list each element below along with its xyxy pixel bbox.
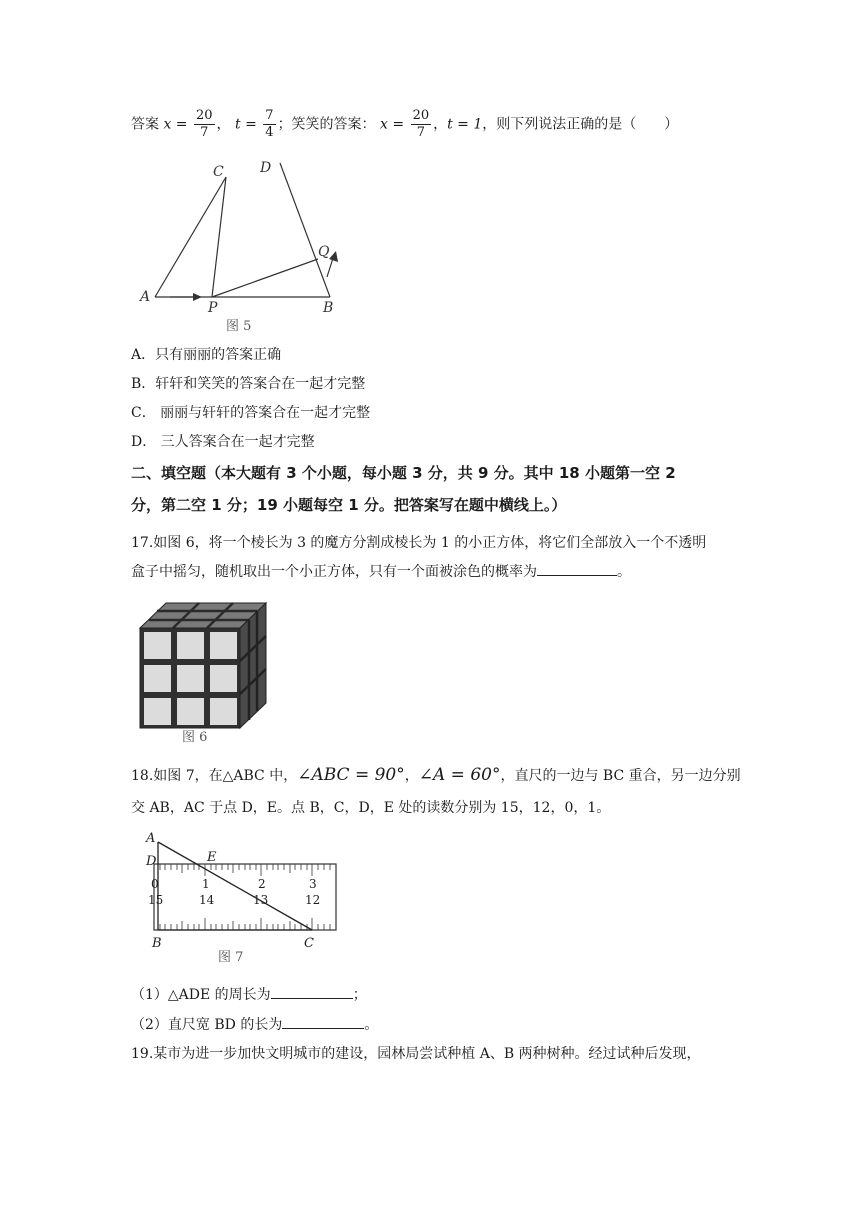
segment-pq bbox=[212, 259, 318, 297]
answer-middle: ；笑笑的答案： bbox=[277, 116, 376, 133]
var-x: x bbox=[380, 116, 388, 133]
section-heading-line1: 二、填空题（本大题有 3 个小题，每小题 3 分，共 9 分。其中 18 小题第一空 2 bbox=[131, 464, 676, 482]
figure-5 bbox=[130, 155, 360, 335]
q17-line1: 17.如图 6，将一个棱长为 3 的魔方分割成棱长为 1 的小正方体，将它们全部放入一个不透明 bbox=[131, 535, 707, 551]
t-value: t = 1 bbox=[447, 116, 483, 133]
q17-line2 bbox=[131, 561, 631, 581]
answer-suffix: ，则下列说法正确的是（ ） bbox=[482, 116, 679, 133]
segment-ac bbox=[155, 177, 226, 297]
fraction-t1 bbox=[263, 108, 275, 141]
ruler-tick-12: 12 bbox=[305, 893, 321, 907]
label-e: E bbox=[207, 850, 217, 865]
segment-cp bbox=[212, 177, 226, 297]
figure-caption: 图 5 bbox=[226, 319, 252, 334]
frac-num: 7 bbox=[265, 108, 274, 123]
answer-prefix: 答案 bbox=[131, 116, 159, 133]
label-c: C bbox=[213, 164, 224, 180]
q18-part1-end: ； bbox=[352, 987, 367, 1003]
option-d: D． 三人答案合在一起才完整 bbox=[131, 434, 315, 450]
fraction-x1 bbox=[194, 108, 215, 141]
option-c: C． 丽丽与轩轩的答案合在一起才完整 bbox=[131, 405, 371, 421]
section-heading-line2: 分，第二空 1 分；19 小题每空 1 分。把答案写在题中横线上。） bbox=[131, 496, 567, 514]
label-b: B bbox=[323, 300, 334, 316]
q17-end: 。 bbox=[617, 564, 631, 580]
ruler-tick-0: 0 bbox=[151, 877, 159, 891]
q18-text-after: ，直尺的一边与 BC 重合，另一边分别 bbox=[500, 768, 741, 784]
label-q: Q bbox=[318, 244, 330, 260]
figure-6 bbox=[130, 595, 275, 745]
var-t: t bbox=[235, 116, 241, 133]
figure-7 bbox=[140, 826, 340, 966]
option-b: B．轩轩和笑笑的答案合在一起才完整 bbox=[131, 376, 366, 392]
q16-answer-line: 答案 x = $\frac{20}{7}$ ， t = $\frac{7}{4}$ ；笑笑的答案： x = $\frac{20}{7}$ ，t = 1，则下列说法正确的是（ ） bbox=[131, 108, 679, 140]
segment-db bbox=[280, 163, 330, 297]
label-p: P bbox=[208, 300, 218, 316]
var-x: x bbox=[163, 116, 172, 133]
answer-blank bbox=[282, 1016, 364, 1029]
figure-caption: 图 7 bbox=[218, 950, 244, 965]
q18-line2: 交 AB，AC 于点 D，E。点 B，C，D，E 处的读数分别为 15，12，0，1。 bbox=[131, 800, 611, 816]
q18-part2-text: （2）直尺宽 BD 的长为 bbox=[131, 1017, 283, 1033]
frac-den: 4 bbox=[265, 125, 274, 140]
option-a: A．只有丽丽的答案正确 bbox=[131, 347, 282, 363]
label-a: A bbox=[140, 289, 151, 305]
angle-abc: ∠ABC = 90° bbox=[297, 765, 405, 785]
label-d: D bbox=[260, 160, 272, 176]
ruler-tick-14: 14 bbox=[199, 893, 215, 907]
label-b: B bbox=[152, 936, 162, 951]
q18-part2-end: 。 bbox=[364, 1017, 379, 1033]
fraction-x2 bbox=[411, 108, 432, 141]
frac-den: 7 bbox=[416, 125, 425, 140]
label-c: C bbox=[304, 936, 314, 951]
ruler-tick-13: 13 bbox=[253, 893, 269, 907]
figure-caption: 图 6 bbox=[182, 730, 208, 745]
arrow-ap-icon bbox=[193, 293, 202, 301]
q17-text: 盒子中摇匀，随机取出一个小正方体，只有一个面被涂色的概率为 bbox=[131, 564, 537, 580]
ruler-tick-2: 2 bbox=[258, 877, 266, 891]
frac-num: 20 bbox=[196, 108, 213, 123]
frac-den: 7 bbox=[200, 125, 209, 140]
q18-sep: ， bbox=[404, 768, 419, 784]
arrow-q-icon bbox=[329, 251, 338, 262]
ruler-tick-15: 15 bbox=[148, 893, 164, 907]
ruler-tick-3: 3 bbox=[309, 877, 317, 891]
answer-blank bbox=[537, 563, 617, 576]
label-d: D bbox=[146, 854, 157, 869]
q19-line1: 19.某市为进一步加快文明城市的建设，园林局尝试种植 A、B 两种树种。经过试种后发现， bbox=[131, 1046, 701, 1062]
q18-part1-text: （1）△ADE 的周长为 bbox=[131, 987, 271, 1003]
q18-part1 bbox=[131, 984, 367, 1004]
ruler-tick-1: 1 bbox=[202, 877, 210, 891]
answer-blank bbox=[271, 986, 353, 999]
angle-a: ∠A = 60° bbox=[418, 765, 501, 785]
q18-line1 bbox=[131, 765, 741, 785]
q18-part2 bbox=[131, 1014, 378, 1034]
q18-text: 18.如图 7，在△ABC 中， bbox=[131, 768, 298, 784]
label-a: A bbox=[146, 831, 156, 846]
frac-num: 20 bbox=[412, 108, 430, 123]
